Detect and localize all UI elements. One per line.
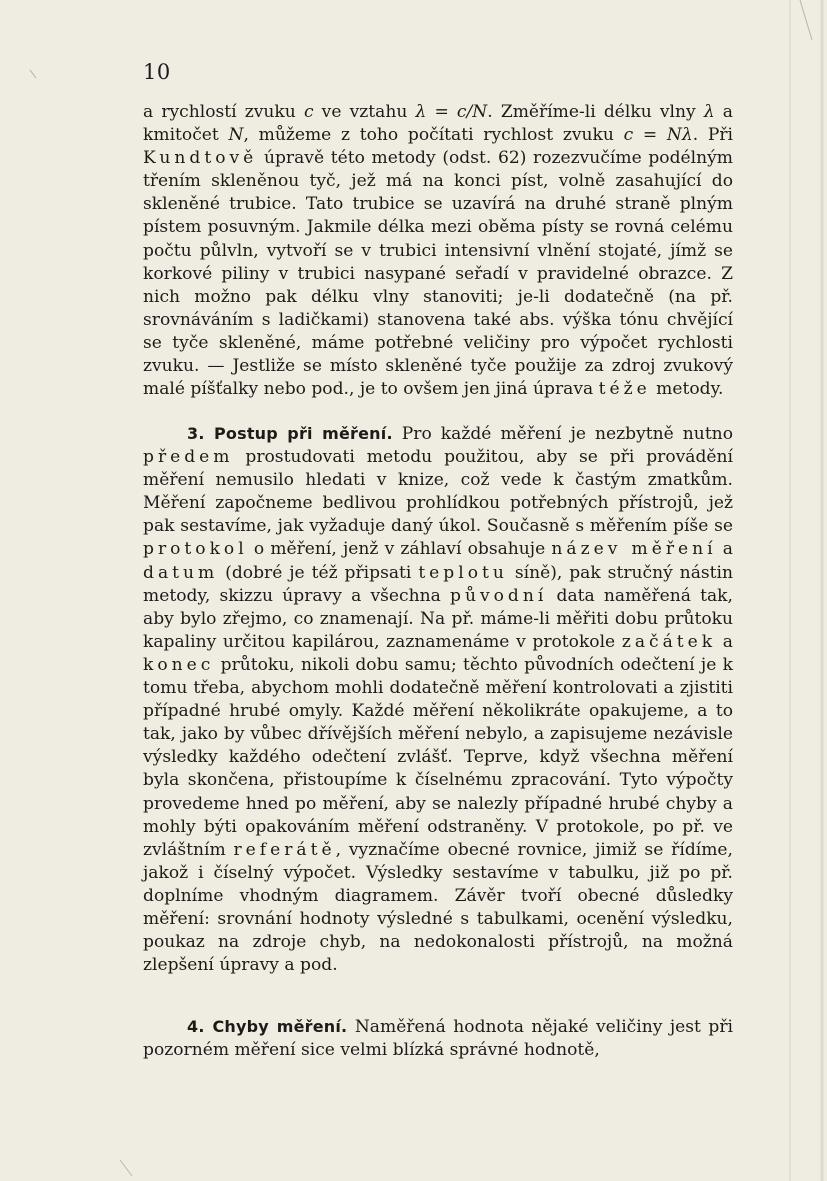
section-heading-3: 3. Postup při měření. <box>187 424 393 443</box>
page-number: 10 <box>143 60 171 84</box>
section-3-postup: 3. Postup při měření. Pro každé měření je nezbytně nutno předem prostudovati metodu použitou, aby se při provádění měření nemusilo hledati v knize, což vede k častým zmatkům. Měření započneme bedlivou prohlídkou potřebných přístrojů, jež pak sestavíme, jak vyžaduje daný úkol. Současně s měřením píše se protokol o měření, jenž v záhlaví obsahuje název měření a datum (dobré je též připsati teplotu síně), pak stručný nástin metody, skizzu úpravy a všechna původní data naměřená tak, aby bylo zřejmo, co znamenají. Na př. máme-li měřiti dobu průtoku kapaliny určitou kapilárou, zaznamenáme v protokole začátek a konec průtoku, nikoli dobu samu; těchto původních odečtení je k tomu třeba, abychom mohli dodatečně měření kontrolovati a zjistiti případné hrubé omyly. Každé měření několikráte opakujeme, a to tak, jako by vůbec dřívějších měření nebylo, a zapisujeme nezávisle výsledky každého odečtení zvlášť. Teprve, když všechna měření byla skončena, přistoupíme k číselnému zpracování. Tyto výpočty provedeme hned po měření, aby se nalezly případné hrubé chyby a mohly býti opakováním měření odstraněny. V protokole, po př. ve zvláštním referátě, vyznačíme obecné rovnice, jimiž se řídíme, jakož i číselný výpočet. Výsledky sestavíme v tabulku, již po př. doplníme vhodným diagramem. Závěr tvoří obecné důsledky měření: srovnání hodnoty výsledné s tabulkami, ocenění výsledku, poukaz na zdroje chyb, na nedokonalosti přístrojů, na možná zlepšení úpravy a pod. <box>143 424 734 976</box>
section-4-chyby: 4. Chyby měření. Naměřená hodnota nějaké veličiny jest při pozorném měření sice velmi blízká správné hodnotě, <box>143 1017 734 1061</box>
formula-lambda: λ = c/N <box>415 102 488 122</box>
section-heading-4: 4. Chyby měření. <box>187 1017 348 1036</box>
formula-speed: c = Nλ <box>623 125 693 146</box>
name-kundt: Kundtově <box>143 148 258 169</box>
paragraph-wave-speed: a rychlostí zvuku c ve vztahu λ = c/N. Změříme-li délku vlny λ a kmitočet N, můžeme z toho počítati rychlost zvuku c = Nλ. Při Kundtově úpravě této metody (odst. 62) rozezvučíme podélným třením skleněnou tyč, jež má na konci píst, volně zasahující do skleněné trubice. Tato trubice se uzavírá na druhé straně plným pístem posuvným. Jakmile délka mezi oběma písty se rovná celému počtu půlvln, vytvoří se v trubici intensivní vlnění stojaté, jímž se korkové piliny v trubici nasypané seřadí v pravidelné obrazce. Z nich možno pak délku vlny stanoviti; je-li dodatečně (na př. srovnáváním s ladičkami) stanovena také abs. výška tónu chvějící se tyče skleněné, máme potřebné veličiny pro výpočet rychlosti zvuku. — Jestliže se místo skleněné tyče použije za zdroj zvukový malé píšťalky nebo pod., je to ovšem jen jiná úprava téže metody. <box>143 102 734 400</box>
